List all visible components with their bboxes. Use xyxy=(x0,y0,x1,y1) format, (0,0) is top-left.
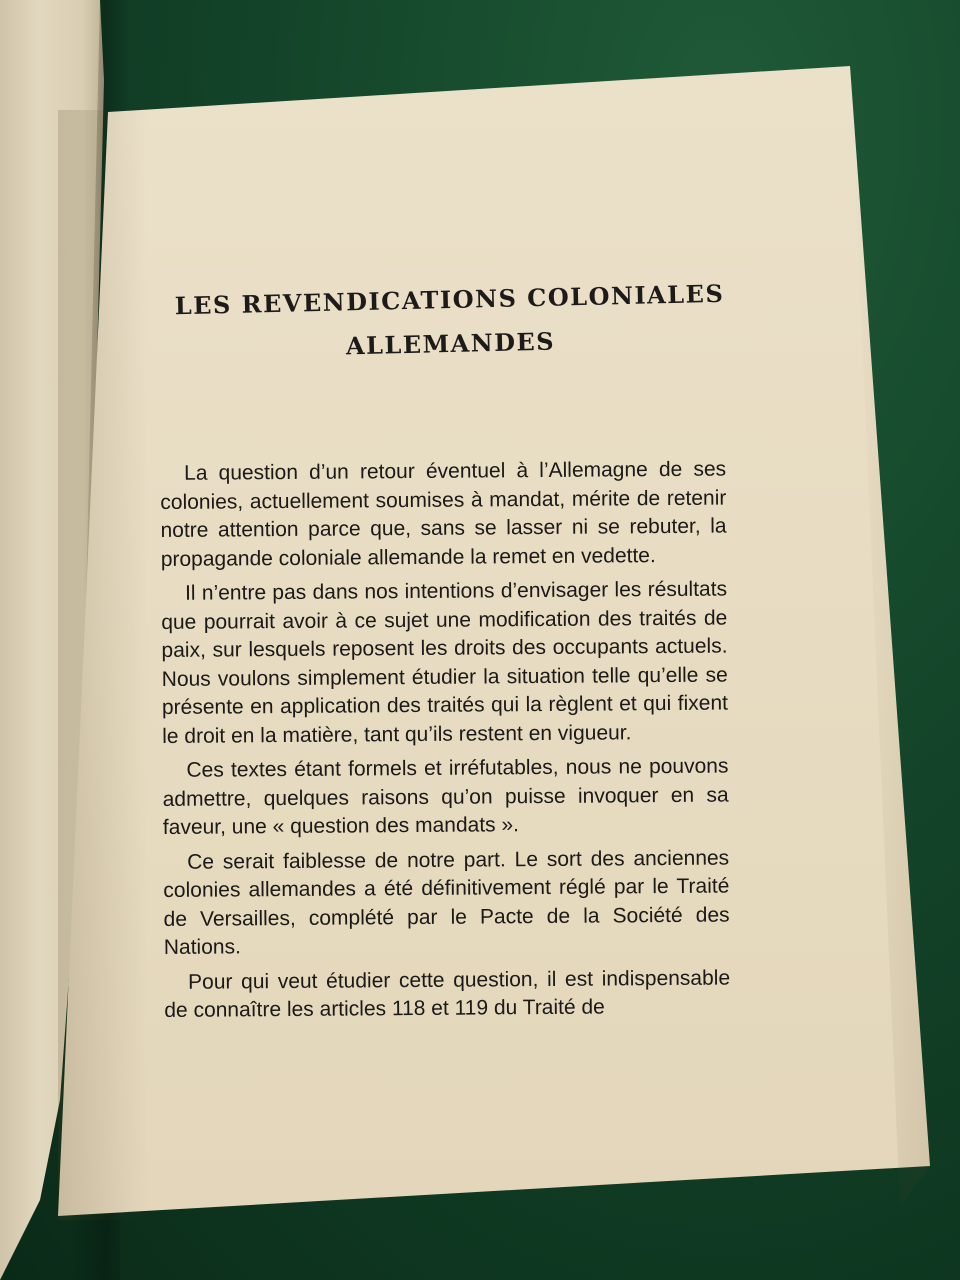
paragraph: La question d’un retour éventuel à l’Allemagne de ses colonies, actuellement soumises à mandat, mérite de retenir notre attention parce que, sans se lasser ni se rebuter, la propagande coloniale allemande la remet en vedette. xyxy=(160,457,727,571)
chapter-title xyxy=(169,272,731,373)
gutter-shadow xyxy=(58,110,148,1220)
paragraph: Pour qui veut étudier cette question, il est indispensable de connaître les articles 118 et 119 du Traité de xyxy=(164,966,731,1022)
body-text xyxy=(160,456,730,1032)
paragraph: Ces textes étant formels et irréfutables, nous ne pouvons admettre, quelques raisons qu’on puisse invoquer en sa faveur, une « question des mandats ». xyxy=(162,754,729,839)
paragraph: Ce serait faiblesse de notre part. Le sort des anciennes colonies allemandes a été définitivement réglé par le Traité de Versailles, complété par le Pacte de la Société des Nations. xyxy=(163,846,730,959)
paragraph: Il n’entre pas dans nos intentions d’envisager les résultats que pourrait avoir à ce sujet une modification des traités de paix, sur lesquels reposent les droits des occupants actuels. Nous voulons simplement étudier la situation telle qu’elle se présente en application des traités qui la règlent et qui fixent le droit en la matière, tant qu’ils restent en vigueur. xyxy=(161,577,729,748)
chapter-title-line-2: ALLEMANDES xyxy=(345,326,556,361)
chapter-title-line-1: LES REVENDICATIONS COLONIALES xyxy=(174,278,725,321)
